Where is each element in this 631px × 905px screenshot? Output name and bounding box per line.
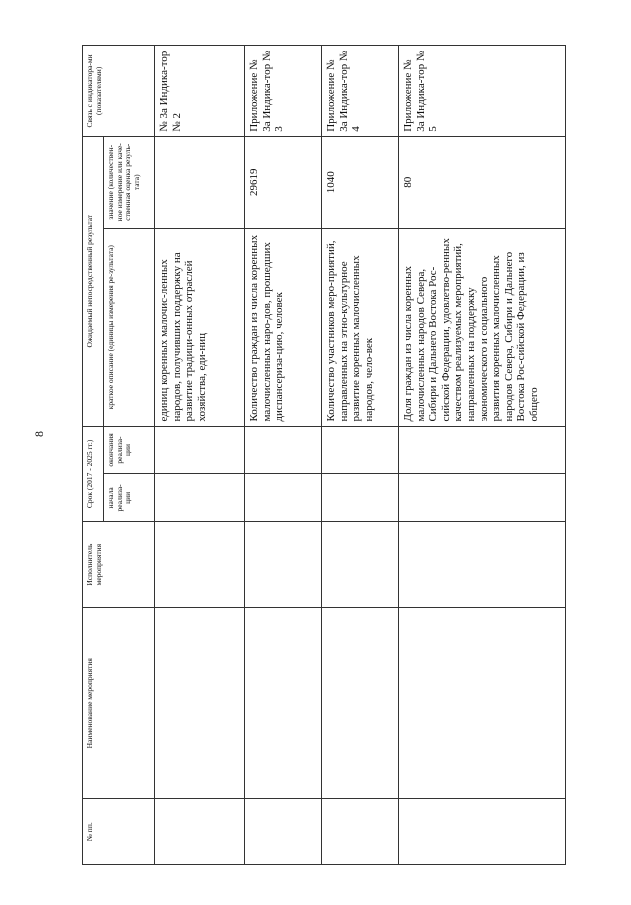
result-description: Количество участников меро-приятий, направленных на этно-культурное развитие коренных малочисленных народов, чело-век (322, 228, 399, 426)
executor-cell (399, 522, 566, 608)
term-end-cell (245, 426, 322, 474)
header-result-desc: краткое описание (единицы измерения ре-зультата) (104, 228, 155, 426)
header-result-value: значение (количествен-ное измерение или каче-ственная оценка резуль-тата) (104, 136, 155, 228)
table-row (399, 46, 566, 865)
result-value (155, 136, 245, 228)
event-name-cell (245, 607, 322, 799)
indicator-link: Приложение № 3а Индика-тор № 3 (245, 46, 322, 137)
page-number: 8 (32, 431, 46, 437)
num-cell (245, 799, 322, 865)
header-term-start: начала реализа-ции (104, 474, 155, 522)
rotated-table-sheet (82, 45, 587, 865)
header-term-end: окончания реализа-ции (104, 426, 155, 474)
num-cell (399, 799, 566, 865)
table-header-row (83, 46, 104, 865)
executor-cell (155, 522, 245, 608)
event-name-cell (322, 607, 399, 799)
result-description: Количество граждан из числа коренных малочисленных наро-дов, прошедших диспансериза-цию, человек (245, 228, 322, 426)
executor-cell (245, 522, 322, 608)
indicator-link: № 3а Индика-тор № 2 (155, 46, 245, 137)
term-start-cell (399, 474, 566, 522)
term-start-cell (245, 474, 322, 522)
num-cell (155, 799, 245, 865)
events-table (82, 45, 566, 865)
indicator-link: Приложение № 3а Индика-тор № 4 (322, 46, 399, 137)
header-num: № пп. (83, 799, 155, 865)
executor-cell (322, 522, 399, 608)
header-executor: Исполнитель мероприятия (83, 522, 155, 608)
header-indicator-link: Связь с индикатора-ми (показателями) (83, 46, 155, 137)
term-end-cell (155, 426, 245, 474)
event-name-cell (155, 607, 245, 799)
header-result: Ожидаемый непосредственный результат (83, 136, 104, 426)
result-value: 1040 (322, 136, 399, 228)
result-description: Доля граждан из числа коренных малочисленных народов Севера, Сибири и Дальнего Востока Рос-сийской Федерации, удовлетво-ренных качеством реализуемых мероприятий, направленных на поддержку экономического и социального развития коренных малочисленных народов Севера, Сибири и Дальнего Востока Рос-сийской Федерации, из общего (399, 228, 566, 426)
term-start-cell (322, 474, 399, 522)
table-row (155, 46, 245, 865)
table-row (322, 46, 399, 865)
num-cell (322, 799, 399, 865)
term-end-cell (322, 426, 399, 474)
result-value: 80 (399, 136, 566, 228)
term-start-cell (155, 474, 245, 522)
indicator-link: Приложение № 3а Индика-тор № 5 (399, 46, 566, 137)
table-row (245, 46, 322, 865)
header-term: Срок (2017 - 2025 гг.) (83, 426, 104, 522)
result-description: единиц коренных малочис-ленных народов, получивших поддержку на развитие традици-онных отраслей хозяйства, еди-ниц (155, 228, 245, 426)
term-end-cell (399, 426, 566, 474)
header-event-name: Наименование мероприятия (83, 607, 155, 799)
event-name-cell (399, 607, 566, 799)
result-value: 29619 (245, 136, 322, 228)
